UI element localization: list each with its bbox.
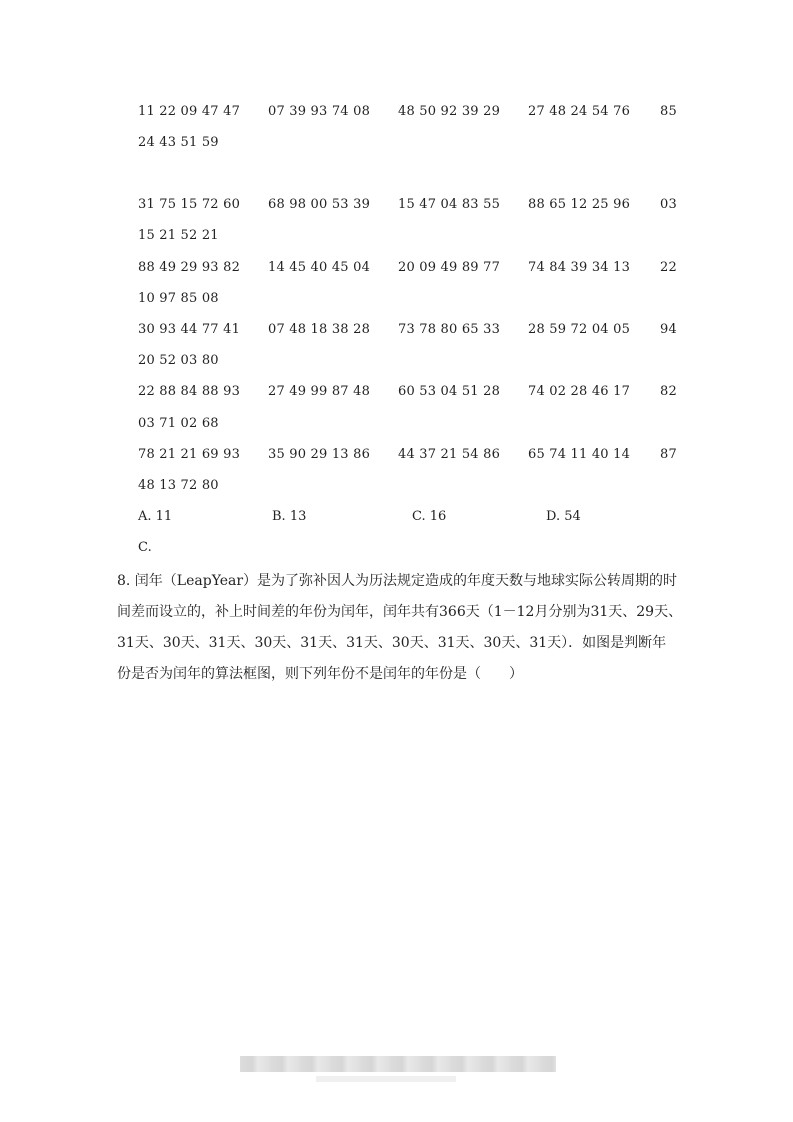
number-group: 65 74 11 40 14 <box>528 447 631 462</box>
number-group: 07 48 18 38 28 <box>268 322 371 337</box>
number-group: 30 93 44 77 41 <box>138 322 241 337</box>
number-group: 68 98 00 53 39 <box>268 197 371 212</box>
number-group: 22 88 84 88 93 <box>138 384 241 399</box>
number-group: 27 48 24 54 76 <box>528 104 631 119</box>
number-group: 48 13 72 80 <box>138 478 219 493</box>
number-group: 14 45 40 45 04 <box>268 260 371 275</box>
number-group: 20 52 03 80 <box>138 353 219 368</box>
option-c: C. 16 <box>412 509 447 524</box>
option-b: B. 13 <box>272 509 307 524</box>
answer-options <box>0 507 793 527</box>
number-group: 94 <box>660 322 677 337</box>
number-group: 60 53 04 51 28 <box>398 384 501 399</box>
number-group: 10 97 85 08 <box>138 291 219 306</box>
number-group: 03 <box>660 197 677 212</box>
number-group: 28 59 72 04 05 <box>528 322 631 337</box>
table-row-continuation <box>0 476 793 496</box>
number-group: 48 50 92 39 29 <box>398 104 501 119</box>
number-group: 11 22 09 47 47 <box>138 104 241 119</box>
number-group: 20 09 49 89 77 <box>398 260 501 275</box>
number-group: 82 <box>660 384 677 399</box>
table-row-continuation <box>0 414 793 434</box>
number-group: 88 65 12 25 96 <box>528 197 631 212</box>
footer-watermark <box>240 1056 556 1072</box>
number-group: 73 78 80 65 33 <box>398 322 501 337</box>
table-row <box>0 382 793 402</box>
question-line: 间差而设立的，补上时间差的年份为闰年，闰年共有366天（1－12月分别为31天、29天、 <box>117 604 683 620</box>
table-row-continuation <box>0 133 793 153</box>
answer-line <box>0 538 793 558</box>
footer-watermark-shadow <box>316 1076 456 1082</box>
number-group: 35 90 29 13 86 <box>268 447 371 462</box>
table-row <box>0 445 793 465</box>
number-group: 74 84 39 34 13 <box>528 260 631 275</box>
question-line: 31天、30天、31天、30天、31天、31天、30天、31天、30天、31天）．如图是判断年 <box>117 635 667 651</box>
option-a: A. 11 <box>138 509 173 524</box>
number-group: 15 47 04 83 55 <box>398 197 501 212</box>
answer-text: C. <box>138 540 153 555</box>
number-group: 31 75 15 72 60 <box>138 197 241 212</box>
table-row <box>0 195 793 215</box>
number-group: 74 02 28 46 17 <box>528 384 631 399</box>
table-row-continuation <box>0 226 793 246</box>
question-8 <box>117 566 687 690</box>
number-group: 22 <box>660 260 677 275</box>
number-group: 27 49 99 87 48 <box>268 384 371 399</box>
number-group: 07 39 93 74 08 <box>268 104 371 119</box>
number-group: 15 21 52 21 <box>138 228 219 243</box>
question-line: 份是否为闰年的算法框图，则下列年份不是闰年的年份是（ ） <box>117 666 523 682</box>
question-line: 8. 闰年（LeapYear）是为了弥补因人为历法规定造成的年度天数与地球实际公转周期的时 <box>117 573 678 589</box>
number-group: 03 71 02 68 <box>138 416 219 431</box>
table-row <box>0 102 793 122</box>
table-row <box>0 320 793 340</box>
number-group: 87 <box>660 447 677 462</box>
number-group: 85 <box>660 104 677 119</box>
table-row <box>0 258 793 278</box>
table-row-continuation <box>0 289 793 309</box>
number-group: 78 21 21 69 93 <box>138 447 241 462</box>
number-group: 44 37 21 54 86 <box>398 447 501 462</box>
number-group: 88 49 29 93 82 <box>138 260 241 275</box>
number-group: 24 43 51 59 <box>138 135 219 150</box>
option-d: D. 54 <box>546 509 581 524</box>
table-row-continuation <box>0 351 793 371</box>
